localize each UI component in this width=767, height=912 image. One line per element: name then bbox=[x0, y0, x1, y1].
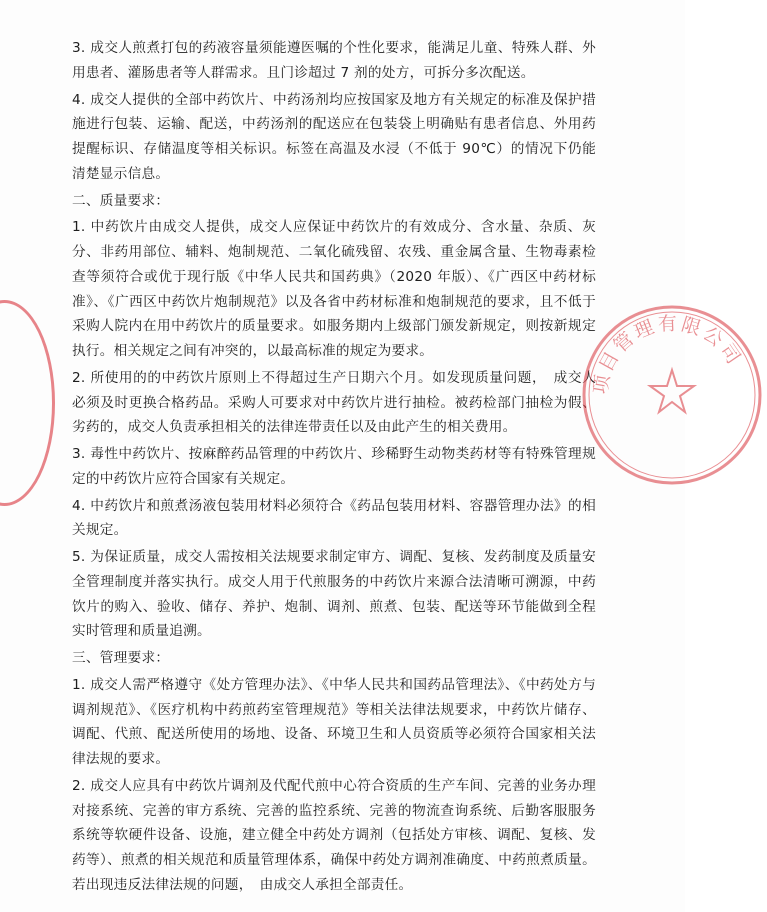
paragraph-item: 4. 成交人提供的全部中药饮片、中药汤剂均应按国家及地方有关规定的标准及保护措施进行包装、运输、配送，中药汤剂的配送应在包装袋上明确贴有患者信息、外用药提醒标识、存储温度等相关标识。标签在高温及水浸（不低于 90℃）的情况下仍能清楚显示信息。 bbox=[72, 91, 596, 182]
document-body bbox=[72, 36, 596, 900]
section-heading-quality: 二、质量要求： bbox=[72, 192, 170, 209]
paragraph-item: 1. 成交人需严格遵守《处方管理办法》、《中华人民共和国药品管理法》、《中药处方与调剂规范》、《医疗机构中药煎药室管理规范》等相关法律法规要求，中药饮片储存、调配、代煎、配送所使用的场地、设备、环境卫生和人员资质等必须符合国家相关法律法规的要求。 bbox=[72, 676, 596, 767]
paragraph-item: 2. 成交人应具有中药饮片调剂及代配代煎中心符合资质的生产车间、完善的业务办理对接系统、完善的审方系统、完善的监控系统、完善的物流查询系统、后勤客服服务系统等软硬件设备、设施，建立健全中药处方调剂（包括处方审核、调配、复核、发药等）、煎煮的相关规范和质量管理体系，确保中药处方调剂准确度、中药煎煮质量。若出现违反法律法规的问题， 由成交人承担全部责任。 bbox=[72, 777, 596, 893]
paragraph-item: 3. 毒性中药饮片、按麻醉药品管理的中药饮片、珍稀野生动物类药材等有特殊管理规定的中药饮片应符合国家有关规定。 bbox=[72, 446, 596, 487]
paragraph-item: 3. 成交人煎煮打包的药液容量须能遵医嘱的个性化要求，能满足儿童、特殊人群、外用患者、灌肠患者等人群需求。且门诊超过 7 剂的处方，可拆分多次配送。 bbox=[72, 40, 596, 81]
paragraph-item: 5. 为保证质量，成交人需按相关法规要求制定审方、调配、复核、发药制度及质量安全管理制度并落实执行。成交人用于代煎服务的中药饮片来源合法清晰可溯源，中药饮片的购入、验收、储存、养护、炮制、调剂、煎煮、包装、配送等环节能做到全程实时管理和质量追溯。 bbox=[72, 549, 596, 640]
seal-star-icon bbox=[650, 370, 694, 412]
red-seal-stamp-left bbox=[0, 300, 55, 506]
seal-text: 项目管理有限公司 bbox=[589, 312, 747, 396]
red-seal-stamp-right bbox=[577, 300, 767, 490]
paragraph-item: 2. 所使用的的中药饮片原则上不得超过生产日期六个月。如发现质量问题， 成交人必须及时更换合格药品。采购人可要求对中药饮片进行抽检。被药检部门抽检为假、劣药的，成交人负责承担相关的法律连带责任以及由此产生的相关费用。 bbox=[72, 369, 596, 436]
paragraph-item: 4. 中药饮片和煎煮汤液包装用材料必须符合《药品包装用材料、容器管理办法》的相关规定。 bbox=[72, 497, 596, 539]
paragraph-item: 1. 中药饮片由成交人提供，成交人应保证中药饮片的有效成分、含水量、杂质、灰分、非药用部位、辅料、炮制规范、二氧化硫残留、农残、重金属含量、生物毒素检查等须符合或优于现行版《中华人民共和国药典》（2020 年版）、《广西区中药材标准》、《广西区中药饮片炮制规范》以及各省中药材标准和炮制规范的要求，且不低于采购人院内在用中药饮片的质量要求。如服务期内上级部门颁发新规定，则按新规定执行。相关规定之间有冲突的，以最高标准的规定为要求。 bbox=[72, 219, 596, 359]
section-heading-management: 三、管理要求： bbox=[72, 650, 170, 666]
